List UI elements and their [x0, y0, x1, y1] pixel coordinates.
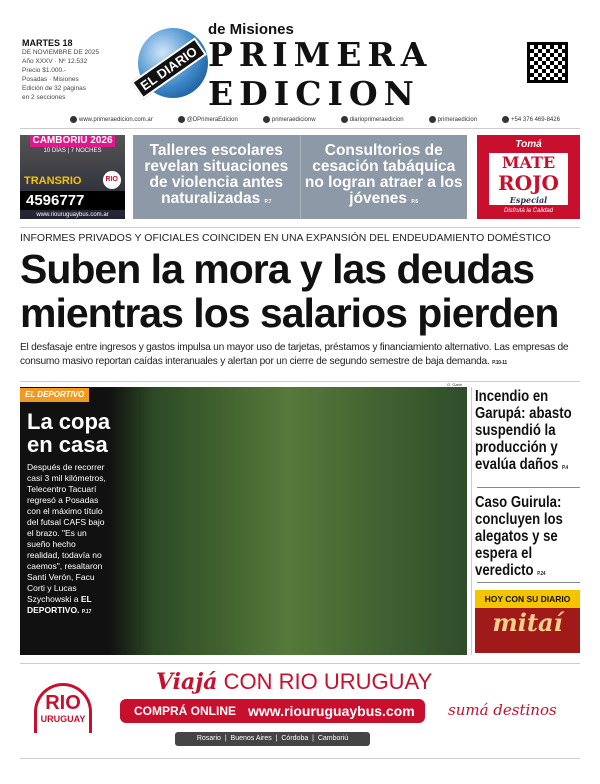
- price: Precio $1.000.-: [22, 67, 67, 74]
- date: DE NOVIEMBRE DE 2025: [22, 49, 99, 56]
- divider: [477, 582, 580, 583]
- divider: [20, 758, 580, 759]
- whatsapp-icon: [502, 116, 509, 123]
- pages: Edición de 32 páginas: [22, 85, 86, 92]
- day: MARTES 18: [22, 38, 73, 48]
- divider: [20, 381, 580, 382]
- logo-title-line2: EDICION: [208, 74, 420, 113]
- web-link[interactable]: www.primeraedicion.com.ar: [70, 116, 153, 124]
- teaser-story[interactable]: Consultorios de cesación tabáquica no logran atraer a los jóvenes P.6: [304, 142, 463, 207]
- section-tag: EL DEPORTIVO: [20, 388, 89, 402]
- side-story[interactable]: Incendio en Garupá: abasto suspendió la producción y evalúa daños P.4: [475, 388, 572, 473]
- divider: [477, 487, 580, 488]
- x-link[interactable]: @DPrimeraEdicion: [178, 116, 238, 124]
- youtube-icon: [429, 116, 436, 123]
- x-icon: [178, 116, 185, 123]
- main-kicker: INFORMES PRIVADOS Y OFICIALES COINCIDEN EN UNA EXPANSIÓN DEL ENDEUDAMIENTO DOMÉSTICO: [20, 232, 551, 244]
- place: Posadas · Misiones: [22, 76, 79, 83]
- whatsapp-link[interactable]: +54 376 469-8426: [502, 116, 560, 124]
- instagram-link[interactable]: diarioprimeraedicion: [341, 116, 404, 124]
- qr-code-icon[interactable]: [527, 42, 568, 83]
- main-lead: El desfasaje entre ingresos y gastos impulsa un mayor uso de tarjetas, préstamos y financiamiento alternativo. Las empresas de consumo masivo reportan caídas interanuales y alertan por un cierre de segundo semestre de baja demanda. P.10-11: [20, 342, 569, 367]
- divider: [20, 128, 580, 129]
- promo-mitai[interactable]: HOY CON SU DIARIO mitaí: [475, 590, 580, 653]
- logo-title-line1: PRIMERA: [208, 35, 433, 74]
- youtube-link[interactable]: primeraedicion: [429, 116, 477, 124]
- side-story[interactable]: Caso Guirula: concluyen los alegatos y se espera el veredicto P.24: [475, 494, 563, 579]
- globe-icon: [70, 116, 77, 123]
- logo-subtitle: de Misiones: [208, 21, 294, 38]
- photo-credit: G. Garin: [447, 382, 463, 387]
- sport-headline[interactable]: La copa en casa: [27, 409, 111, 457]
- ad-rio-uruguay[interactable]: RIO URUGUAY Viajá CON RIO URUGUAY COMPRÁ ONLINE www.riouruguaybus.com Rosario | Buenos Aires | Córdoba | Camboriú sumá destinos: [20, 665, 580, 755]
- teaser-box: [133, 135, 467, 219]
- facebook-link[interactable]: primeraedicionw: [263, 116, 316, 124]
- social-links: [70, 116, 560, 124]
- divider: [471, 387, 472, 655]
- ad-mate-rojo[interactable]: Tomá MATE ROJO Especial Disfrutá la Calidad: [477, 135, 580, 219]
- facebook-icon: [263, 116, 270, 123]
- date-block: [22, 38, 99, 102]
- instagram-icon: [341, 116, 348, 123]
- divider: [20, 227, 580, 228]
- logo-stamp: EL DIARIO: [131, 38, 207, 100]
- issue: Año XXXV · Nº 12.532: [22, 58, 88, 65]
- ad-camboriu[interactable]: CAMBORIU 2026 10 DÍAS | 7 NOCHES TRANSRIO RIO 4596777 www.riouruguaybus.com.ar: [20, 135, 125, 219]
- divider: [20, 663, 580, 664]
- main-headline[interactable]: Suben la mora y las deudas mientras los salarios pierden: [20, 246, 559, 336]
- sport-body: Después de recorrer casi 3 mil kilómetros, Telecentro Tacuarí regresó a Posadas con el máximo título del futsal CAFS bajo el brazo. "Es un sueño hecho realidad, todavía no caemos", resaltaron Santi Verón, Facu Corti y Lucas Szychowski a EL DEPORTIVO. P.17: [27, 462, 106, 615]
- sections: en 2 secciones: [22, 94, 66, 101]
- teaser-story[interactable]: Talleres escolares revelan situaciones de violencia antes naturalizadas P.7: [133, 135, 301, 219]
